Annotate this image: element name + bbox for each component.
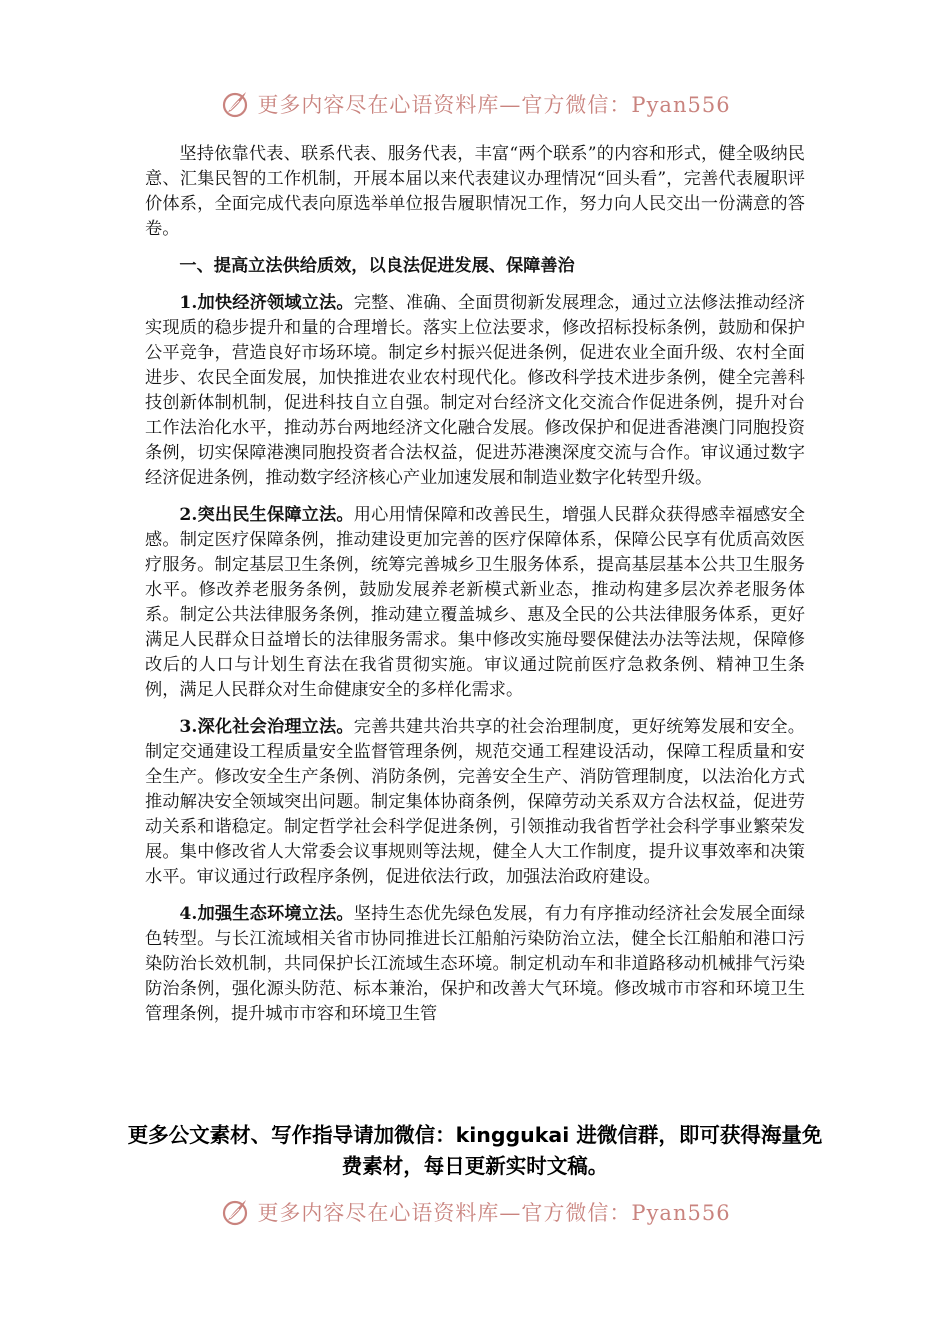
feather-logo-icon: [219, 88, 251, 120]
document-body: [145, 142, 805, 1039]
paragraph-governance: [145, 715, 805, 890]
intro-paragraph: 坚持依靠代表、联系代表、服务代表，丰富“两个联系”的内容和形式，健全吸纳民意、汇集民智的工作机制，开展本届以来代表建议办理情况“回头看”，完善代表履职评价体系，全面完成代表向原选举单位报告履职情况工作，努力向人民交出一份满意的答卷。: [145, 144, 805, 239]
paragraph-lead: 4.加强生态环境立法。: [179, 904, 354, 924]
section-heading: 一、提高立法供给质效，以良法促进发展、保障善治: [179, 256, 575, 276]
feather-logo-icon: [219, 1196, 251, 1228]
banner-text: 更多内容尽在心语资料库—官方微信：Pyan556: [257, 93, 731, 117]
banner-text: 更多内容尽在心语资料库—官方微信：Pyan556: [257, 1201, 731, 1225]
paragraph-text: 完整、准确、全面贯彻新发展理念，通过立法修法推动经济实现质的稳步提升和量的合理增长。落实上位法要求，修改招标投标条例，鼓励和保护公平竞争，营造良好市场环境。制定乡村振兴促进条例，促进农业全面升级、农村全面进步、农民全面发展，加快推进农业农村现代化。修改科学技术进步条例，健全完善科技创新体制机制，促进科技自立自强。制定对台经济文化交流合作促进条例，提升对台工作法治化水平，推动苏台两地经济文化融合发展。修改保护和促进香港澳门同胞投资条例，切实保障港澳同胞投资者合法权益，促进苏港澳深度交流与合作。审议通过数字经济促进条例，推动数字经济核心产业加速发展和制造业数字化转型升级。: [145, 293, 805, 488]
paragraph-economic: [145, 291, 805, 491]
paragraph-livelihood: [145, 503, 805, 703]
paragraph-lead: 3.深化社会治理立法。: [179, 717, 354, 737]
bottom-banner: [0, 1192, 950, 1232]
paragraph-lead: 1.加快经济领域立法。: [179, 293, 354, 313]
paragraph-lead: 2.突出民生保障立法。: [179, 505, 354, 525]
paragraph-text: 坚持生态优先绿色发展，有力有序推动经济社会发展全面绿色转型。与长江流域相关省市协同推进长江船舶污染防治立法，健全长江船舶和港口污染防治长效机制，共同保护长江流域生态环境。制定机动车和非道路移动机械排气污染防治条例，强化源头防范、标本兼治，保护和改善大气环境。修改城市市容和环境卫生管理条例，提升城市市容和环境卫生管: [145, 904, 805, 1024]
paragraph-text: 用心用情保障和改善民生，增强人民群众获得感幸福感安全感。制定医疗保障条例，推动建设更加完善的医疗保障体系，保障公民享有优质高效医疗服务。制定基层卫生条例，统筹完善城乡卫生服务体系，提高基层基本公共卫生服务水平。修改养老服务条例，鼓励发展养老新模式新业态，推动构建多层次养老服务体系。制定公共法律服务条例，推动建立覆盖城乡、惠及全民的公共法律服务体系，更好满足人民群众日益增长的法律服务需求。集中修改实施母婴保健法办法等法规，保障修改后的人口与计划生育法在我省贯彻实施。审议通过院前医疗急救条例、精神卫生条例，满足人民群众对生命健康安全的多样化需求。: [145, 505, 805, 700]
footer-note: 更多公文素材、写作指导请加微信：kinggukai 进微信群，即可获得海量免费素材，每日更新实时文稿。: [127, 1123, 823, 1178]
top-banner: [0, 84, 950, 124]
paragraph-text: 完善共建共治共享的社会治理制度，更好统筹发展和安全。制定交通建设工程质量安全监督管理条例，规范交通工程建设活动，保障工程质量和安全生产。修改安全生产条例、消防条例，完善安全生产、消防管理制度，以法治化方式推动解决安全领域突出问题。制定集体协商条例，保障劳动关系双方合法权益，促进劳动关系和谐稳定。制定哲学社会科学促进条例，引领推动我省哲学社会科学事业繁荣发展。集中修改省人大常委会议事规则等法规，健全人大工作制度，提升议事效率和决策水平。审议通过行政程序条例，促进依法行政，加强法治政府建设。: [145, 717, 805, 887]
paragraph-ecology: [145, 902, 805, 1027]
